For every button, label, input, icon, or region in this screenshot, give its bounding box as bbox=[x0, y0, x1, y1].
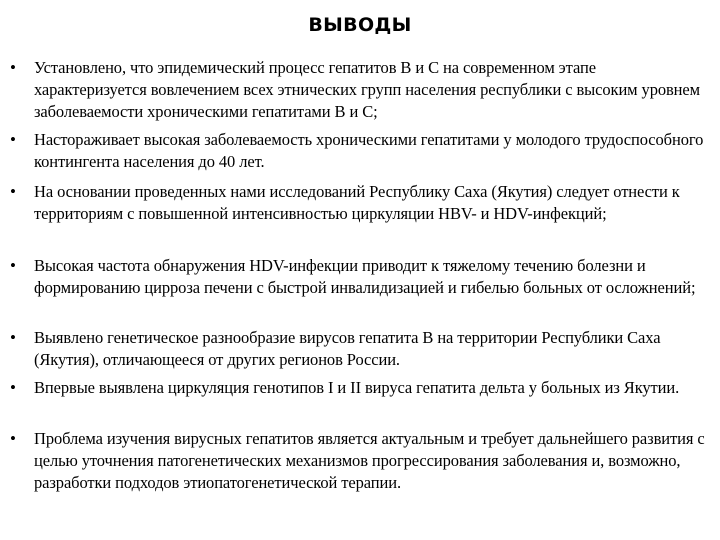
slide-title: ВЫВОДЫ bbox=[308, 14, 412, 36]
bullet-icon: • bbox=[10, 130, 16, 149]
list-item-text: Проблема изучения вирусных гепатитов является актуальным и требует дальнейшего развития с целью уточнения патогенетических механизмов прогрессирования заболевания и, возможно, разработки подходов этиопатогенетической терапии. bbox=[34, 429, 705, 492]
bullet-icon: • bbox=[10, 328, 16, 347]
list-item-text: На основании проведенных нами исследований Республику Саха (Якутия) следует отнести к территориям с повышенной интенсивностью циркуляции HBV- и HDV-инфекций; bbox=[34, 182, 680, 223]
list-item-text: Выявлено генетическое разнообразие вирусов гепатита В на территории Республики Саха (Якутия), отличающееся от других регионов России. bbox=[34, 328, 661, 369]
list-item-text: Установлено, что эпидемический процесс гепатитов В и С на современном этапе характеризуется вовлечением всех этнических групп населения республики с высоким уровнем заболеваемости хроническими гепатитами В и С; bbox=[34, 58, 700, 121]
bullet-icon: • bbox=[10, 58, 16, 77]
list-item-text: Настораживает высокая заболеваемость хроническими гепатитами у молодого трудоспособного контингента населения до 40 лет. bbox=[34, 130, 704, 171]
list-item-text: Высокая частота обнаружения HDV-инфекции приводит к тяжелому течению болезни и формированию цирроза печени с быстрой инвалидизацией и гибелью больных от осложнений; bbox=[34, 256, 696, 297]
bullet-icon: • bbox=[10, 429, 16, 448]
bullet-icon: • bbox=[10, 256, 16, 275]
bullet-icon: • bbox=[10, 378, 16, 397]
list-item-text: Впервые выявлена циркуляция генотипов I и II вируса гепатита дельта у больных из Якутии. bbox=[34, 378, 680, 397]
bullet-icon: • bbox=[10, 182, 16, 201]
